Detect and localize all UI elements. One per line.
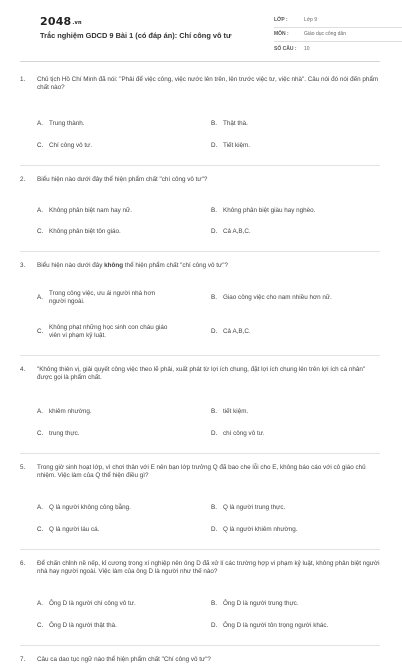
option-c[interactable] bbox=[37, 615, 211, 637]
question-number: 1. bbox=[20, 76, 26, 83]
question-text-part: Biểu hiện nào dưới đây bbox=[37, 262, 105, 269]
question-number: 3. bbox=[20, 262, 26, 269]
option-key: B. bbox=[211, 119, 217, 127]
meta-row-count bbox=[274, 42, 402, 56]
option-d[interactable] bbox=[211, 519, 385, 541]
option-b[interactable] bbox=[211, 113, 385, 135]
meta-value: Giáo dục công dân bbox=[304, 31, 346, 38]
option-key: D. bbox=[211, 327, 218, 335]
question-4 bbox=[20, 366, 380, 454]
option-text: Q là người trung thực. bbox=[223, 503, 286, 511]
logo-main: 2048 bbox=[40, 15, 72, 28]
option-key: A. bbox=[37, 503, 43, 511]
document-header bbox=[20, 0, 380, 62]
option-text: tiết kiệm. bbox=[223, 407, 249, 415]
option-key: A. bbox=[37, 407, 43, 415]
question-text: Câu ca dao tục ngữ nào thể hiện phẩm chất "Chí công vô tư"? bbox=[37, 656, 211, 663]
option-b[interactable] bbox=[211, 201, 385, 222]
option-text: khiêm nhường. bbox=[49, 407, 92, 415]
question-text-part: thể hiện phẩm chất "chí công vô tư"? bbox=[123, 262, 229, 269]
option-text: Trong công việc, ưu ái người nhà hơn người ngoài. bbox=[49, 289, 156, 305]
option-text: Chí công vô tư. bbox=[49, 141, 93, 149]
option-c[interactable] bbox=[37, 135, 211, 157]
option-key: A. bbox=[37, 599, 43, 607]
option-a[interactable] bbox=[37, 201, 211, 222]
option-text: Ông D là người tôn trọng người khác. bbox=[223, 621, 329, 629]
question-1 bbox=[20, 76, 380, 166]
question-7 bbox=[20, 656, 380, 667]
option-key: D. bbox=[211, 621, 218, 629]
question-3 bbox=[20, 262, 380, 356]
question-text: "Không thiên vị, giải quyết công việc theo lẽ phải, xuất phát từ lợi ích chung, đặt lợi ích chung lên trên lợi ích cá nhân" được gọi là phẩm chất. bbox=[37, 366, 366, 382]
option-d[interactable] bbox=[211, 315, 385, 349]
site-logo[interactable] bbox=[40, 15, 82, 29]
meta-label: MÔN : bbox=[274, 31, 289, 38]
question-divider bbox=[20, 355, 380, 356]
option-text: Q là người khiêm nhường. bbox=[223, 525, 298, 533]
meta-value: Lớp 9 bbox=[304, 17, 318, 24]
option-key: C. bbox=[37, 621, 44, 629]
option-text: Không phân biệt tôn giáo. bbox=[49, 228, 121, 236]
question-6 bbox=[20, 560, 380, 646]
question-number: 6. bbox=[20, 560, 26, 567]
option-a[interactable] bbox=[37, 401, 211, 423]
question-text: Biểu hiện nào dưới đây thể hiện phẩm chất "chí công vô tư"? bbox=[37, 176, 208, 183]
option-text: Ông D là người trung thực. bbox=[223, 599, 299, 607]
option-b[interactable] bbox=[211, 401, 385, 423]
option-c[interactable] bbox=[37, 519, 211, 541]
option-key: B. bbox=[211, 407, 217, 415]
meta-label: LỚP : bbox=[274, 17, 288, 24]
question-number: 2. bbox=[20, 176, 26, 183]
question-number: 7. bbox=[20, 656, 26, 663]
option-text: Cả A,B,C. bbox=[223, 327, 251, 335]
option-a[interactable] bbox=[37, 497, 211, 519]
option-key: D. bbox=[211, 141, 218, 149]
option-key: A. bbox=[37, 119, 43, 127]
option-b[interactable] bbox=[211, 281, 385, 315]
option-text: Q là người không công bằng. bbox=[49, 503, 131, 511]
option-key: A. bbox=[37, 293, 43, 301]
option-key: D. bbox=[211, 525, 218, 533]
question-text bbox=[37, 262, 380, 273]
option-text: Ông D là người chí công vô tư. bbox=[49, 599, 136, 607]
option-b[interactable] bbox=[211, 593, 385, 615]
option-c[interactable] bbox=[37, 222, 211, 243]
question-text: Chủ tịch Hồ Chí Minh đã nói: "Phải để việc công, việc nước lên trên, lên trước việc tư, việc nhà". Câu nói đó nói đến phẩm chất nào? bbox=[37, 76, 379, 92]
option-a[interactable] bbox=[37, 281, 211, 315]
question-divider bbox=[20, 549, 380, 550]
option-text: Cả A,B,C. bbox=[223, 228, 251, 236]
option-key: B. bbox=[211, 293, 217, 301]
option-key: C. bbox=[37, 141, 44, 149]
meta-value: 10 bbox=[304, 45, 310, 52]
option-a[interactable] bbox=[37, 593, 211, 615]
option-text: Không phạt những học sinh con cháu giáo viên vi phạm kỷ luật. bbox=[49, 323, 168, 339]
option-key: A. bbox=[37, 207, 43, 215]
option-d[interactable] bbox=[211, 135, 385, 157]
question-divider bbox=[20, 251, 380, 252]
option-text: Giao công việc cho nam nhiều hơn nữ. bbox=[223, 293, 332, 301]
document-title: Trắc nghiệm GDCD 9 Bài 1 (có đáp án): Chí công vô tư bbox=[40, 31, 232, 40]
meta-row-subject bbox=[274, 28, 402, 42]
option-text: Không phân biệt nam hay nữ. bbox=[49, 207, 132, 215]
question-number: 4. bbox=[20, 366, 26, 373]
option-key: C. bbox=[37, 327, 44, 335]
question-divider bbox=[20, 165, 380, 166]
meta-label: SỐ CÂU : bbox=[274, 45, 297, 52]
question-number: 5. bbox=[20, 464, 26, 471]
option-d[interactable] bbox=[211, 615, 385, 637]
option-b[interactable] bbox=[211, 497, 385, 519]
option-key: C. bbox=[37, 228, 44, 236]
meta-row-grade bbox=[274, 14, 402, 28]
option-text: Tiết kiệm. bbox=[223, 141, 251, 149]
option-key: B. bbox=[211, 503, 217, 511]
question-divider bbox=[20, 645, 380, 646]
option-text: Không phân biệt giàu hay nghèo. bbox=[223, 207, 316, 215]
option-key: B. bbox=[211, 207, 217, 215]
logo-tld: .vn bbox=[72, 20, 82, 26]
option-text: chí công vô tư. bbox=[223, 429, 265, 437]
option-key: C. bbox=[37, 525, 44, 533]
option-key: B. bbox=[211, 599, 217, 607]
option-key: D. bbox=[211, 228, 218, 236]
question-5 bbox=[20, 464, 380, 550]
question-text: Để chấn chỉnh nề nếp, kỉ cương trong xí nghiệp nên ông D đã xử lí các trường hợp vi phạm kỷ luật, không phân biệt người nhà hay người ngoài. Việc làm của ông D là người như thế nào? bbox=[37, 560, 380, 576]
question-text: Trong giờ sinh hoạt lớp, vì chơi thân với E nên bạn lớp trưởng Q đã bao che lỗi cho E, không báo cáo với cô giáo chủ nhiệm. Việc làm của Q thể hiện điều gì? bbox=[37, 464, 366, 480]
option-key: D. bbox=[211, 429, 218, 437]
option-d[interactable] bbox=[211, 222, 385, 243]
option-d[interactable] bbox=[211, 423, 385, 445]
document-meta bbox=[274, 14, 402, 56]
option-text: Q là người láu cá. bbox=[49, 525, 100, 533]
option-text: Trung thành. bbox=[49, 119, 85, 127]
option-c[interactable] bbox=[37, 315, 211, 349]
option-text: Thật thà. bbox=[223, 119, 248, 127]
option-key: C. bbox=[37, 429, 44, 437]
option-a[interactable] bbox=[37, 113, 211, 135]
question-list bbox=[20, 76, 380, 667]
question-divider bbox=[20, 453, 380, 454]
option-c[interactable] bbox=[37, 423, 211, 445]
question-2 bbox=[20, 176, 380, 252]
option-text: Ông D là người thật thà. bbox=[49, 621, 117, 629]
option-text: trung thực. bbox=[49, 429, 80, 437]
question-text-emphasis: không bbox=[104, 262, 124, 269]
